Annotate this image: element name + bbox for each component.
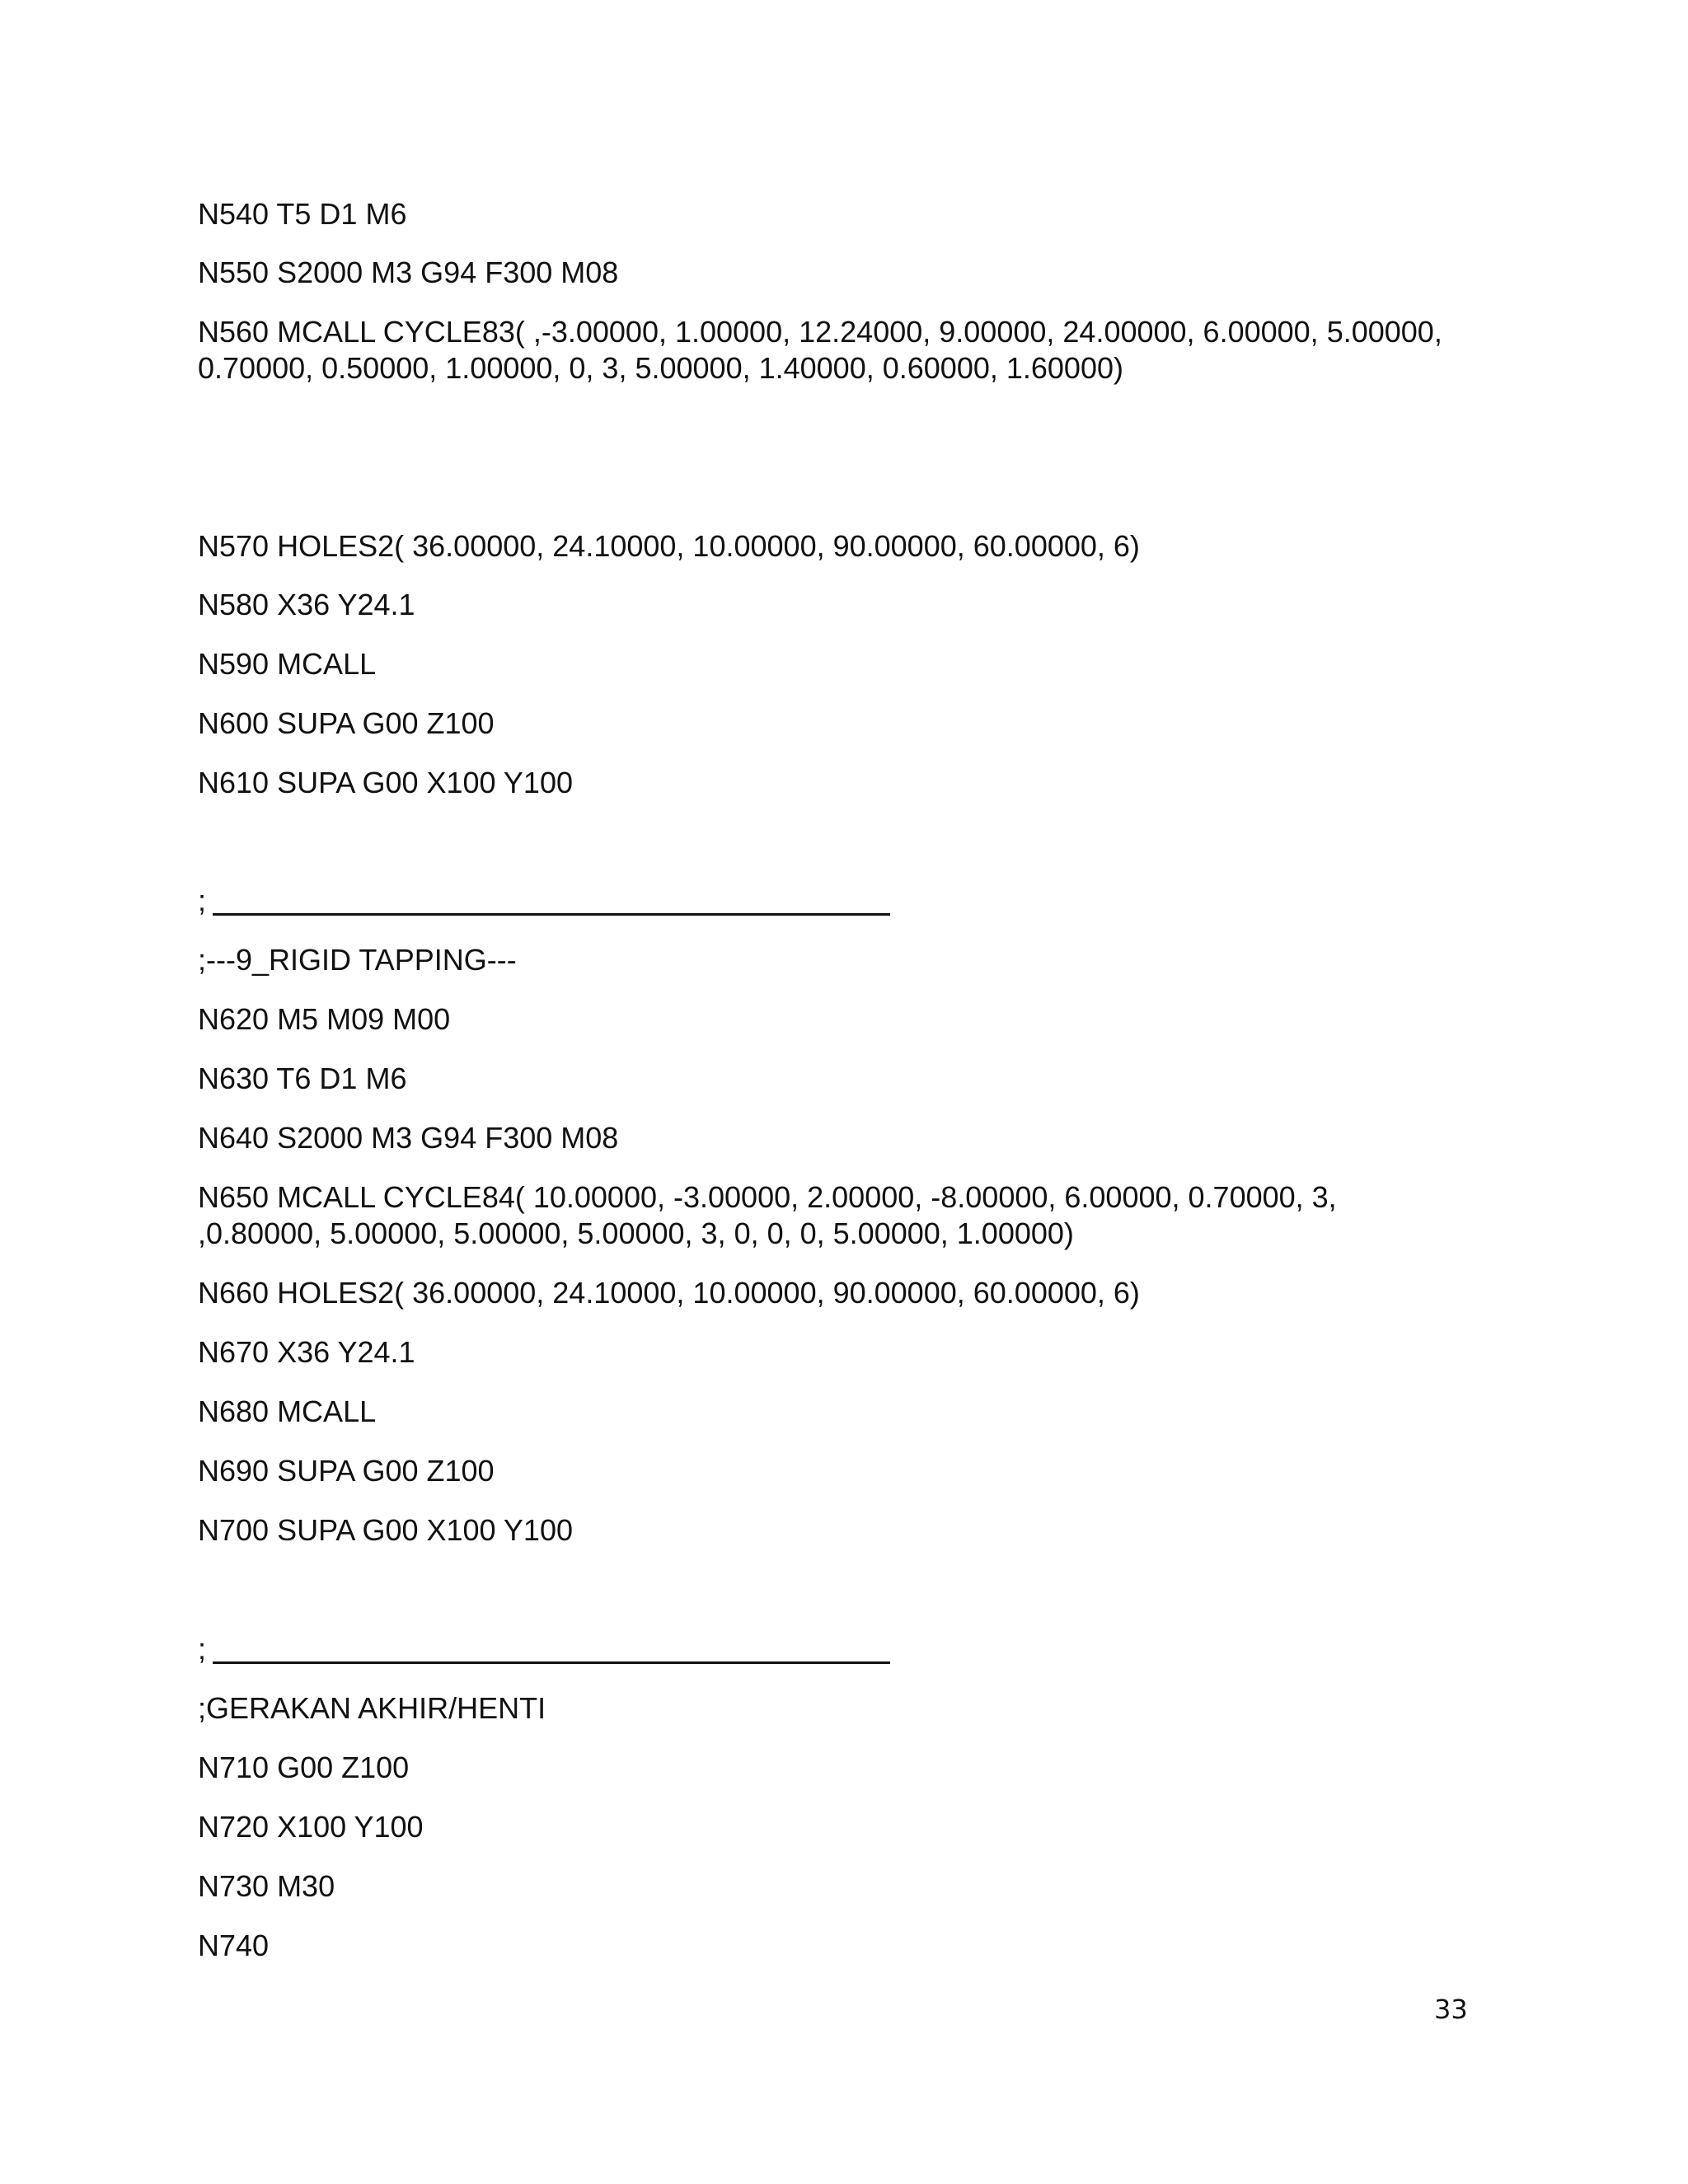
code-line-n640: N640 S2000 M3 G94 F300 M08 [198, 1121, 619, 1155]
code-line-n730: N730 M30 [198, 1869, 335, 1903]
code-line-n580: N580 X36 Y24.1 [198, 588, 415, 621]
code-line-n620: N620 M5 M09 M00 [198, 1002, 451, 1036]
code-line-n560-continued: 0.70000, 0.50000, 1.00000, 0, 3, 5.00000, 1.40000, 0.60000, 1.60000) [198, 351, 1123, 385]
code-line-n610: N610 SUPA G00 X100 Y100 [198, 766, 573, 799]
code-line-n590: N590 MCALL [198, 647, 377, 681]
code-line-n710: N710 G00 Z100 [198, 1750, 410, 1784]
code-line-n650: N650 MCALL CYCLE84( 10.00000, -3.00000, 2.00000, -8.00000, 6.00000, 0.70000, 3, [198, 1180, 1337, 1214]
separator-rule [213, 913, 890, 916]
separator-semicolon: ; [198, 883, 207, 917]
code-line-n630: N630 T6 D1 M6 [198, 1062, 407, 1095]
code-line-n680: N680 MCALL [198, 1394, 377, 1428]
code-line-n720: N720 X100 Y100 [198, 1810, 424, 1844]
code-line-n690: N690 SUPA G00 Z100 [198, 1454, 495, 1488]
section-comment-gerakan-akhir: ;GERAKAN AKHIR/HENTI [198, 1691, 546, 1725]
code-line-n650-continued: ,0.80000, 5.00000, 5.00000, 5.00000, 3, 0, 0, 0, 5.00000, 1.00000) [198, 1216, 1074, 1250]
code-line-n540: N540 T5 D1 M6 [198, 197, 407, 231]
code-line-n740: N740 [198, 1929, 270, 1962]
section-separator [198, 882, 206, 919]
section-separator [198, 1630, 206, 1667]
code-line-n700: N700 SUPA G00 X100 Y100 [198, 1513, 573, 1547]
code-line-n670: N670 X36 Y24.1 [198, 1335, 415, 1369]
code-line-n550: N550 S2000 M3 G94 F300 M08 [198, 255, 619, 289]
code-line-n570: N570 HOLES2( 36.00000, 24.10000, 10.00000, 90.00000, 60.00000, 6) [198, 529, 1140, 563]
section-comment-rigid-tapping: ;---9_RIGID TAPPING--- [198, 943, 517, 977]
code-line-n600: N600 SUPA G00 Z100 [198, 706, 495, 740]
separator-semicolon: ; [198, 1632, 207, 1666]
page-number: 33 [1434, 1994, 1468, 2025]
separator-rule [213, 1661, 890, 1664]
code-line-n560: N560 MCALL CYCLE83( ,-3.00000, 1.00000, 12.24000, 9.00000, 24.00000, 6.00000, 5.00000, [198, 315, 1442, 349]
code-line-n660: N660 HOLES2( 36.00000, 24.10000, 10.00000, 90.00000, 60.00000, 6) [198, 1276, 1140, 1310]
